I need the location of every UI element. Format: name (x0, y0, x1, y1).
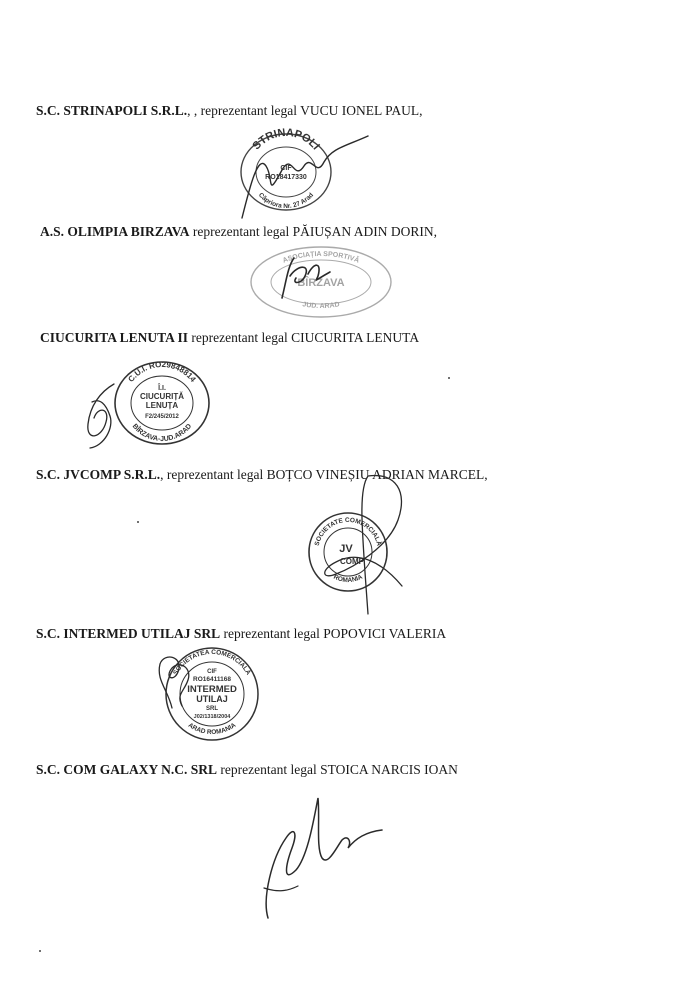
stamp-ring-bottom: BÎRZAVA-JUD.ARAD (130, 422, 194, 444)
separator: , , (187, 103, 201, 118)
handwritten-signature (236, 126, 386, 226)
handwritten-signature (236, 788, 386, 922)
representative-name: VUCU IONEL PAUL, (300, 103, 423, 118)
stamp-ring-bottom: JUD. ARAD (301, 301, 341, 311)
signatory-line (40, 224, 437, 240)
stamp-text: LENUȚA (145, 401, 179, 410)
company-name: A.S. OLIMPIA BIRZAVA (40, 224, 190, 239)
handwritten-signature (272, 252, 345, 302)
stamp-ring-top: C.U.I. RO29848814 (126, 359, 198, 384)
representative-name: STOICA NARCIS IOAN (320, 762, 458, 777)
stamp-text: COMP (340, 557, 364, 566)
stamp-text: SRL (206, 706, 218, 712)
role-label: reprezentant legal (192, 224, 290, 239)
stamp-text: INTERMED (187, 684, 237, 695)
stamp-text: F2/245/2012 (145, 414, 179, 420)
stamp-text: RO16411168 (193, 676, 231, 683)
role-label: reprezentant legal (166, 467, 264, 482)
stamp-ring-top: SOCIETATE COMERCIALĂ (313, 516, 383, 547)
stamp-text: JV (339, 543, 353, 555)
stamp-text: CIF (207, 669, 217, 675)
signatory-line (36, 762, 458, 778)
stamp-text: J02/1318/2004 (193, 714, 231, 720)
company-name: S.C. COM GALAXY N.C. SRL (36, 762, 218, 777)
handwritten-signature (80, 376, 140, 452)
separator: , (160, 467, 167, 482)
role-label: reprezentant legal (223, 626, 320, 641)
role-label: reprezentant legal (191, 330, 288, 345)
role-label: reprezentant legal (220, 762, 317, 777)
signatory-line (36, 103, 423, 119)
scan-speck (448, 377, 450, 379)
stamp-ring-bottom: ROMANIA (332, 573, 364, 585)
company-name: S.C. INTERMED UTILAJ SRL (36, 626, 221, 641)
company-name: S.C. JVCOMP S.R.L. (36, 467, 161, 482)
company-name: CIUCURITA LENUTA II (40, 330, 189, 345)
stamp-text: Î.I. (158, 385, 166, 392)
stamp-ring-bottom: Căpriora Nr. 27 Arad (256, 191, 316, 211)
representative-name: BOȚCO VINEȘIU ADRIAN MARCEL, (266, 467, 488, 482)
signatory-line (36, 626, 446, 642)
company-name: S.C. STRINAPOLI S.R.L. (36, 103, 188, 118)
representative-name: PĂIUȘAN ADIN DORIN, (292, 224, 438, 239)
stamp-text: CIUCURIȚĂ (140, 392, 184, 401)
signatory-line (40, 330, 419, 346)
stamp-text: UTILAJ (196, 694, 228, 704)
scan-speck (137, 521, 139, 523)
stamp-ring-top: ASOCIAȚIA SPORTIVĂ (281, 250, 361, 265)
stamp-ring-top: STRINAPOLI (250, 126, 322, 153)
scan-speck (39, 950, 41, 952)
representative-name: POPOVICI VALERIA (323, 626, 447, 641)
handwritten-signature (148, 650, 208, 714)
stamp-text: BÎRZAVA (297, 277, 345, 289)
stamp-text: CIF (280, 165, 292, 172)
role-label: reprezentant legal (200, 103, 297, 118)
stamp-ring-top: SOCIETATEA COMERCIALĂ (172, 648, 252, 677)
handwritten-signature (312, 470, 422, 620)
representative-name: CIUCURITA LENUTA (291, 330, 420, 345)
stamp-ring-bottom: ARAD ROMANIA (186, 721, 238, 737)
stamp-text: RO18417330 (265, 174, 307, 181)
